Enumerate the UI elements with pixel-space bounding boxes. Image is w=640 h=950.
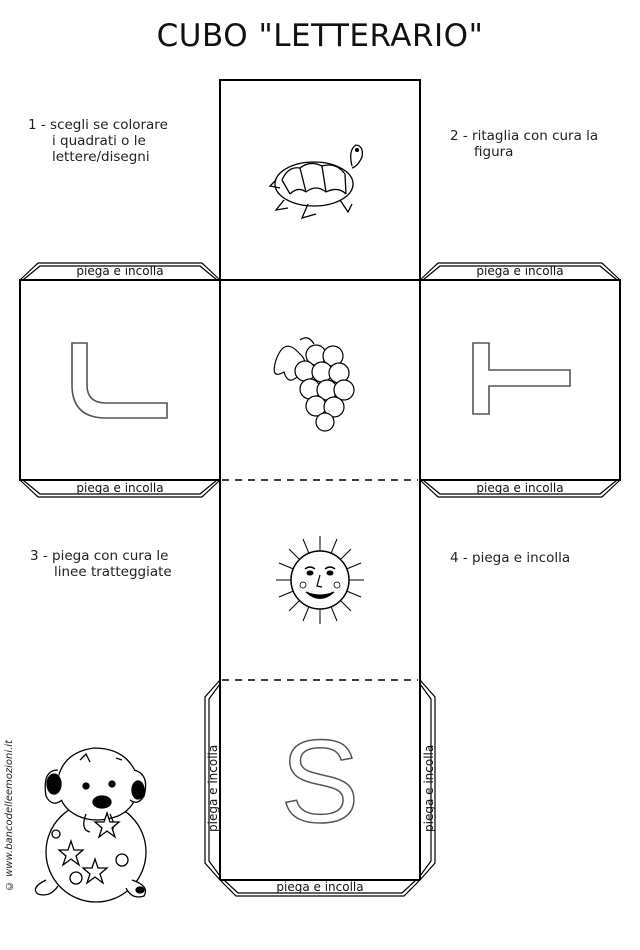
step-4-line-1: 4 - piega e incolla	[450, 550, 571, 566]
face-left	[20, 280, 220, 480]
step-1-line-1: 1 - scegli se colorare	[28, 117, 168, 133]
letter-t-outline	[473, 343, 570, 414]
flap-label-top-left: piega e incolla	[76, 264, 164, 278]
step-3-line-2: linee tratteggiate	[54, 564, 172, 580]
step-3-line-1: 3 - piega con cura le	[30, 548, 169, 564]
grapes-icon	[274, 338, 354, 431]
flap-label-bottom-left: piega e incolla	[76, 481, 164, 495]
flap-label-side-right: piega e incolla	[422, 744, 436, 832]
page-title: CUBO "LETTERARIO"	[156, 18, 484, 54]
step-2-line-1: 2 - ritaglia con cura la	[450, 128, 599, 144]
letter-s-outline: S	[280, 716, 360, 848]
letter-u-outline	[72, 343, 167, 418]
step-1-line-3: lettere/disegni	[52, 149, 150, 165]
flap-label-bottom-right: piega e incolla	[476, 481, 564, 495]
flap-label-side-left: piega e incolla	[206, 744, 220, 832]
turtle-icon	[270, 145, 362, 218]
puppy-with-ball-icon	[35, 748, 146, 902]
copyright-credit: © www.bancodelleemozioni.it	[4, 740, 15, 892]
step-1-line-2: i quadrati o le	[52, 133, 146, 149]
face-right	[420, 280, 620, 480]
step-2-line-2: figura	[474, 144, 514, 160]
flap-label-bottom: piega e incolla	[276, 880, 364, 894]
sun-icon	[276, 536, 364, 624]
flap-label-top-right: piega e incolla	[476, 264, 564, 278]
